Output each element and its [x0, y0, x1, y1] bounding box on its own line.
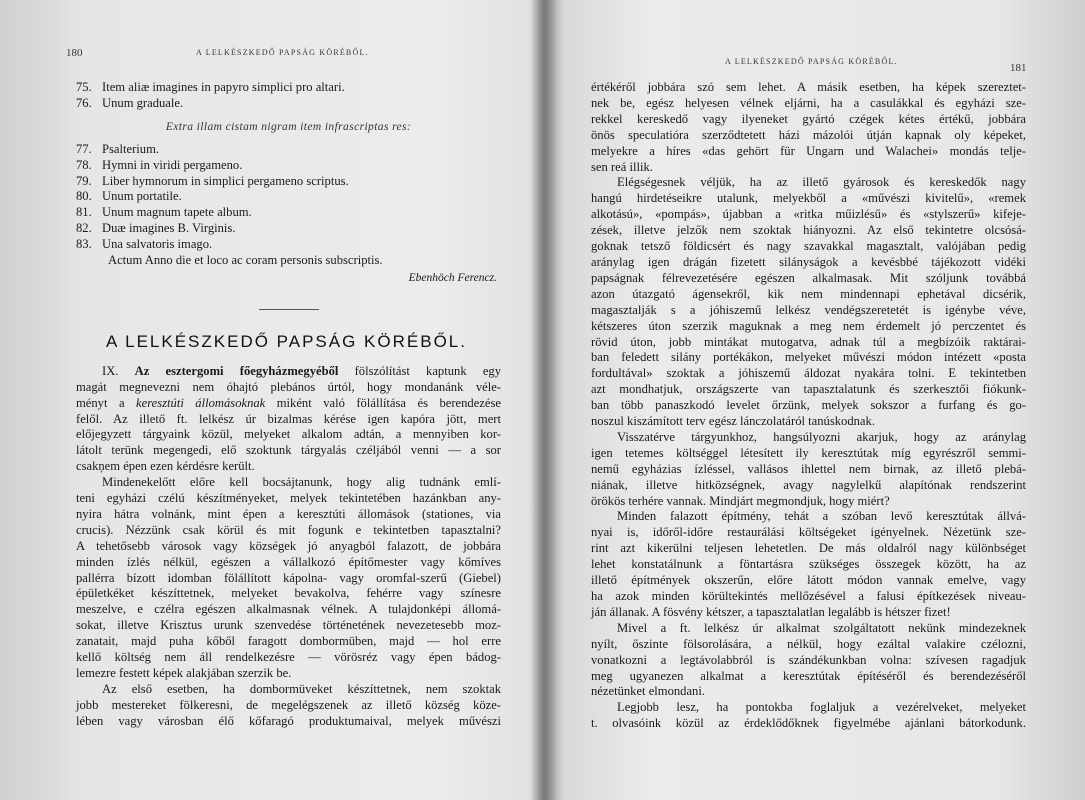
- text-line: Elégségesnek véljük, ha az illető gyárosok és kereskedők nagy: [617, 175, 1026, 190]
- paragraph: [591, 621, 1026, 701]
- list-item: 82. Duæ imagines B. Virginis.: [76, 221, 236, 236]
- text-line: ményt a keresztúti állomásoknak miként való fölállítása és berendezése: [76, 395, 501, 410]
- list-item: 79. Liber hymnorum in simplici pergameno scriptus.: [76, 173, 349, 188]
- text-line: Minden falazott építmény, tehát a szóban levő keresztútak állvá-: [617, 509, 1026, 524]
- text-line: azt mondhatjuk, országszerte van tapasztalatunk és szerkesztői fiókunk-: [591, 382, 1026, 397]
- text-line: Mindenekelőtt előre kell bocsájtanunk, hogy alig tudnánk emlí-: [102, 475, 501, 490]
- right-page-body: [591, 80, 1026, 732]
- list-item: 83. Una salvatoris imago.: [76, 237, 213, 252]
- text-line: t. olvasóink közül az érdeklődőknek figyelmébe ajánlani bátorkodunk.: [591, 716, 1026, 731]
- text-line: pallérra bízott idomban fölállított kápolna- vagy oromfal-szerű (Giebel): [76, 570, 501, 585]
- text-line: lében vagy városban élő kőfaragó produktumaival, melyek művészi: [76, 713, 501, 728]
- text-line: zanatait, majd puha kőből faragott dombormüben, majd — hol erre: [76, 634, 501, 649]
- text-line: ha azok minden körültekintés mellőzésével a falusi építkezések niveau-: [591, 589, 1026, 603]
- paragraph: [76, 682, 501, 730]
- text-line: magasztalják s a jóhiszemű lelkész vendégszeretetét is igénybe véve,: [591, 302, 1026, 317]
- text-line: hangú hirdetéseikre utalunk, melyekből a «művészi kivitelű», «remek: [591, 191, 1026, 206]
- list-item: 80. Unum portatile.: [76, 189, 182, 204]
- text-line: aránylag igen drágán fizetett silányságok a kevésbbé tájékozott vidéki: [591, 254, 1026, 269]
- text-line: azon útazgató ágensekről, kik nem mindennapi ephetával dicsérik,: [591, 286, 1026, 301]
- section-title: A LELKÉSZKEDŐ PAPSÁG KÖRÉBŐL.: [106, 331, 467, 351]
- text-line: minden ízlés nélkül, egészen a vállalkozó építőmester vagy kőmíves: [76, 554, 501, 569]
- text-line: melyekre a híres «das gehört für Ungarn und Walachei» mondás telje-: [591, 143, 1026, 158]
- paragraph: [591, 175, 1026, 430]
- text-line: Mivel a ft. lelkész úr alkalmat szolgáltatott nekünk mindezeknek: [617, 620, 1026, 635]
- text-line: ján állanak. A fösvény kétszer, a tapasztalatlan legalább is hétszer fizet!: [591, 604, 951, 619]
- paragraph: [76, 364, 501, 475]
- signature: Ebenhöch Ferencz.: [408, 271, 497, 284]
- text-line: jobb mestereket fölkeresni, de megelégszenek az illető község köze-: [76, 697, 501, 712]
- text-line: előjegyzett tárgyaink közül, melyeket alkalom adtán, a mennyiben kor-: [76, 427, 501, 442]
- left-page-body: [76, 80, 501, 730]
- text-line: Visszatérve tárgyunkhoz, hangsúlyozni akarjuk, hogy az aránylag: [617, 429, 1026, 444]
- text-line: épületkéket készíttetnek, melyeket bevakolva, fehérre vagy színesre: [76, 586, 501, 601]
- text-line: fordultával» szoktak a jóhiszemű áldozat nyakára tolni. E tekintetben: [591, 366, 1026, 381]
- text-line: rekkel kereskedő vagy ilyeneket gyártó czégek kétes értékű, jobbára: [591, 111, 1026, 126]
- text-line: meszelve, e czélra egészen alkalmasnak vélnek. A tulajdonképi állomá-: [76, 602, 501, 617]
- text-line: ban feledett silány portékákon, melyeket művészi módon intézett «posta: [591, 350, 1026, 365]
- section-divider: [259, 309, 319, 310]
- text-line: sen reá illik.: [591, 159, 653, 174]
- text-line: crucis). Nézzünk csak körül és mit fogunk e tekintetben tapasztalni?: [76, 522, 501, 537]
- text-line: illető építmények okszerűn, előre látott módon vannak emelve, vagy: [591, 573, 1026, 588]
- text-line: nemű egyházias ízléssel, vallásos ihlettel nem birnak, az illető plebá-: [591, 461, 1026, 476]
- text-line: meg ugyanezen alkalmat a keresztútak építéséről és berendezéséről: [591, 668, 1026, 683]
- text-line: rövid úton, jobb mintákat mutogatva, adnak túl a megbízóik raktárai-: [591, 334, 1026, 349]
- list-item: 78. Hymni in viridi pergameno.: [76, 157, 243, 172]
- text-line: felől. Az illető ft. lelkész úr bizalmas kérése igen kapóra jött, mert: [76, 411, 501, 426]
- text-line: rint azt kikerülni teljesen lehetetlen. De más oldalról nagy különbséget: [591, 541, 1026, 556]
- text-line: nézetünket elmondani.: [591, 684, 706, 699]
- paragraph: [76, 475, 501, 682]
- running-head: A LELKÉSZKEDŐ PAPSÁG KÖRÉBŐL.: [196, 48, 369, 57]
- text-line: Legjobb lesz, ha pontokba foglaljuk a vezérelveket, melyeket: [617, 700, 1026, 715]
- text-line: igen tetemes költséggel létesített ily keresztútak míg egyrészről semmi-: [591, 445, 1026, 460]
- text-line: teni egyházi czélú készítményeket, melyek tekintetében hazánkban any-: [76, 491, 501, 506]
- text-line: papságnak félrevezetésére egészen alkalmasak. Mit szóljunk továbbá: [591, 270, 1026, 285]
- text-line: alkotású», «pompás», újabban a «ritka műizlésű» és «stylszerű» kifeje-: [591, 207, 1026, 222]
- running-head: A LELKÉSZKEDŐ PAPSÁG KÖRÉBŐL.: [725, 57, 898, 66]
- text-line: IX. Az esztergomi főegyházmegyéből fölszólítást kaptunk egy: [102, 363, 501, 378]
- text-line: vonatkozni a legtávolabbról is szándékunkban volna: szívesen ragadjuk: [591, 652, 1026, 667]
- text-line: Az első esetben, ha dombormüveket készíttetnek, nem szoktak: [102, 681, 501, 696]
- page-number: 180: [66, 47, 83, 59]
- paragraph: [591, 80, 1026, 175]
- text-line: csakņem épen ezen kérdésre került.: [76, 459, 255, 474]
- text-line: ban több panaszkodó levelet őrzünk, melyek sokszor a furfang és go-: [591, 398, 1026, 413]
- page-number: 181: [1010, 62, 1027, 74]
- closing-statement: Actum Anno die et loco ac coram personis subscriptis.: [108, 253, 383, 268]
- text-line: sokat, illetve Krisztus urunk szenvedése történetének nevezetesebb moz-: [76, 618, 501, 633]
- list-item: 77. Psalterium.: [76, 141, 160, 156]
- text-line: zések, illetve jelzők nem szoktak hiányozni. Az első tekintetre olcsósá-: [591, 223, 1026, 238]
- text-line: goknak tetsző földicsért és nagy szavakkal magasztalt, valójában pedig: [591, 239, 1026, 254]
- text-line: magát megnevezni nem óhajtó plebános úrtól, hogy mondanánk véle-: [76, 379, 501, 394]
- text-line: kétszeres úton szerzik maguknak a meg nem érdemelt jó perczentet és: [591, 318, 1026, 333]
- list-item: 76. Unum graduale.: [76, 95, 184, 110]
- list-item: 81. Unum magnum tapete album.: [76, 205, 252, 220]
- paragraph: [591, 509, 1026, 620]
- paragraph: [591, 430, 1026, 510]
- text-line: nyai is, időről-időre restaurálási költségeket igényelnek. Nézetünk sze-: [591, 525, 1026, 540]
- text-line: kellő költség nem áll rendelkezésre — vörösréz vagy épen bádog-: [76, 650, 501, 665]
- text-line: noszul kiszámított terv egész lánczolatáról tanúskodnak.: [591, 414, 875, 429]
- text-line: nyílt, őszinte fölsorolására, a nélkül, hogy ezáltal valakire czélozni,: [591, 636, 1026, 651]
- inventory-note: Extra illam cistam nigram item infrascriptas res:: [165, 120, 412, 133]
- text-line: értékéről jobbára szó sem lehet. A másik esetben, ha képek szereztet-: [591, 80, 1026, 94]
- text-line: önös speculatióra szerződtetett házi mázolói útján kapnak oly képeket,: [591, 127, 1026, 142]
- text-line: niának, illetve hitközségnek, avagy nagylelkű alapítónak rendszerint: [591, 477, 1026, 492]
- right-page: [545, 0, 1085, 800]
- text-line: lehet konstatálnunk a föntartásra szükséges összegek között, ha az: [591, 557, 1026, 572]
- text-line: lemezre festett képek alakjában szerzik be.: [76, 666, 292, 680]
- left-page: [0, 0, 540, 800]
- text-line: nek be, egész helyesen vélnek eljárni, ha a casulákkal és egyházi sze-: [591, 95, 1026, 110]
- text-line: látolt terünk megengedi, elő szoktunk tárgyalás czéljából venni — a sor: [76, 443, 501, 458]
- text-line: nyira hátra volnánk, mint épen a keresztúti állomások (stationes, via: [76, 506, 501, 521]
- text-line: A tehetősebb városok vagy községek jó anyagból falazott, de jobbára: [76, 538, 501, 553]
- paragraph: [591, 700, 1026, 732]
- list-item: 75. Item aliæ imagines in papyro simplici pro altari.: [76, 80, 345, 94]
- text-line: örökös terhére vannak. Mindjárt megmondjuk, hogy miért?: [591, 493, 890, 508]
